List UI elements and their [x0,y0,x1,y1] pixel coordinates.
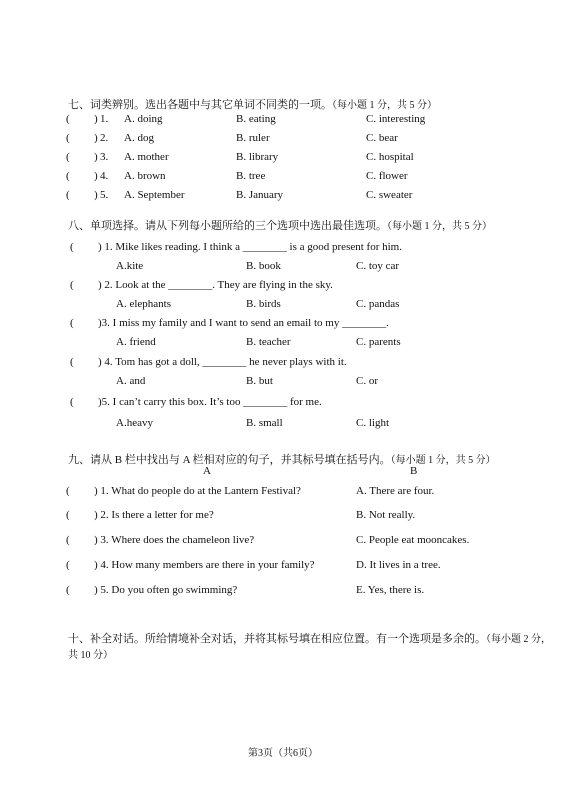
list-item [0,113,566,129]
list-item [0,396,566,412]
list-item [0,485,566,501]
answer-option: A. There are four. [356,485,435,497]
answer-option: E. Yes, there is. [356,584,425,596]
question-text: ) 1. Mike likes reading. I think a ________ is a good present for him. [98,241,402,253]
section-8-points: （每小题 1 分，共 5 分） [387,221,492,232]
section-8-title: 八、单项选择。请从下列每小题所给的三个选项中选出最佳选项。 [68,220,387,232]
answer-paren-open: ( [70,241,74,253]
page-footer: 第3页（共6页） [248,748,318,759]
option-c: C. light [356,417,390,429]
list-item [0,260,566,276]
item-number: 4. [100,170,109,182]
answer-paren-open: ( [70,396,74,408]
answer-paren-open: ( [66,170,70,182]
question-text: ) 5. Do you often go swimming? [94,584,238,596]
item-number: 1. [100,113,109,125]
answer-paren-open: ( [66,509,70,521]
question-text: ) 4. Tom has got a doll, ________ he never plays with it. [98,356,347,368]
answer-paren-close: ) [94,113,98,125]
section-10-title: 十、补全对话。所给情境补全对话，并将其标号填在相应位置。有一个选项是多余的。 [68,633,486,645]
question-text: ) 2. Look at the ________. They are flying in the sky. [98,279,333,291]
question-text: ) 2. Is there a letter for me? [94,509,214,521]
answer-paren-close: ) [94,189,98,201]
option-a: A. mother [124,151,169,163]
option-b: B. book [246,260,281,272]
item-number: 3. [100,151,109,163]
answer-option: C. People eat mooncakes. [356,534,470,546]
option-a: A. September [124,189,185,201]
answer-paren-open: ( [66,559,70,571]
answer-option: B. Not really. [356,509,416,521]
list-item [0,279,566,295]
option-a: A. doing [124,113,163,125]
option-c: C. bear [366,132,398,144]
list-item [0,170,566,186]
item-number: 5. [100,189,109,201]
option-b: B. teacher [246,336,291,348]
option-a: A. brown [124,170,166,182]
answer-paren-open: ( [66,132,70,144]
section-10-points-line2: 共 10 分） [68,650,113,661]
answer-option: D. It lives in a tree. [356,559,441,571]
answer-paren-close: ) [94,170,98,182]
option-c: C. interesting [366,113,426,125]
option-c: C. toy car [356,260,400,272]
list-item [0,336,566,352]
list-item [0,241,566,257]
option-a: A. and [116,375,146,387]
answer-paren-open: ( [70,356,74,368]
section-7-heading [68,96,437,112]
list-item [0,189,566,205]
option-b: B. eating [236,113,276,125]
section-10-points-line1: （每小题 2 分， [486,634,551,645]
option-a: A.kite [116,260,144,272]
question-text: )5. I can’t carry this box. It’s too ________ for me. [98,396,322,408]
list-item [0,509,566,525]
question-text: ) 1. What do people do at the Lantern Festival? [94,485,301,497]
list-item [0,417,566,433]
option-a: A. dog [124,132,154,144]
section-7-points: （每小题 1 分，共 5 分） [332,100,437,111]
column-b-header: B [410,465,418,477]
section-9-points: （每小题 1 分，共 5 分） [390,455,496,466]
section-10-heading [68,630,551,646]
list-item [0,132,566,148]
answer-paren-open: ( [66,151,70,163]
option-b: B. library [236,151,279,163]
answer-paren-close: ) [94,151,98,163]
section-7-title: 七、词类辨别。选出各题中与其它单词不同类的一项。 [68,99,332,111]
option-c: C. parents [356,336,401,348]
answer-paren-close: ) [94,132,98,144]
option-a: A. friend [116,336,156,348]
list-item [0,151,566,167]
answer-paren-open: ( [66,584,70,596]
option-b: B. but [246,375,273,387]
list-item [0,375,566,391]
answer-paren-open: ( [66,189,70,201]
list-item [0,356,566,372]
item-number: 2. [100,132,109,144]
question-text: ) 4. How many members are there in your family? [94,559,315,571]
answer-paren-open: ( [66,113,70,125]
option-c: C. pandas [356,298,400,310]
option-c: C. hospital [366,151,414,163]
option-c: C. sweater [366,189,413,201]
section-8-heading [68,217,492,233]
answer-paren-open: ( [70,279,74,291]
question-text: ) 3. Where does the chameleon live? [94,534,255,546]
column-a-header: A [203,465,211,477]
option-c: C. flower [366,170,408,182]
option-a: A.heavy [116,417,153,429]
section-9-heading [68,451,496,467]
answer-paren-open: ( [70,317,74,329]
option-b: B. birds [246,298,281,310]
question-text: )3. I miss my family and I want to send an email to my ________. [98,317,389,329]
answer-paren-open: ( [66,534,70,546]
option-c: C. or [356,375,378,387]
list-item [0,317,566,333]
option-b: B. small [246,417,283,429]
option-a: A. elephants [116,298,171,310]
option-b: B. tree [236,170,266,182]
list-item [0,559,566,575]
option-b: B. ruler [236,132,270,144]
section-9-title: 九、请从 B 栏中找出与 A 栏相对应的句子，并其标号填在括号内。 [68,454,391,466]
list-item [0,298,566,314]
list-item [0,584,566,600]
option-b: B. January [236,189,284,201]
list-item [0,534,566,550]
answer-paren-open: ( [66,485,70,497]
